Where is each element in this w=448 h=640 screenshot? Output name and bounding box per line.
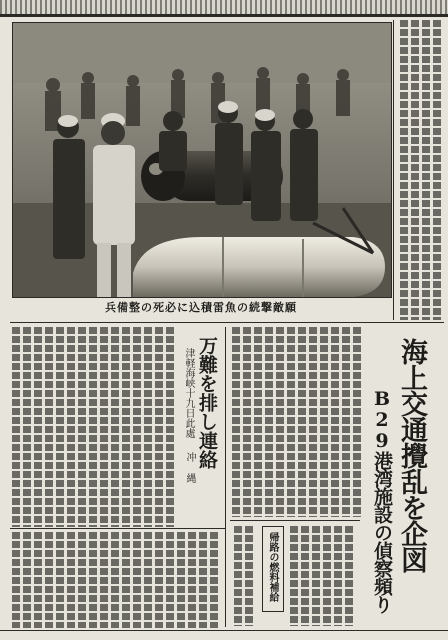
top-border: [0, 14, 448, 17]
news-photograph: [12, 22, 392, 298]
column-rule: [225, 327, 226, 627]
story-headline: 万難を排し連絡: [196, 336, 218, 469]
story-byline: 冲 縄: [184, 452, 195, 483]
small-box-headline: 帰路の燃料補給: [267, 532, 278, 602]
body-text-bottom-left: [10, 532, 222, 628]
section-rule: [10, 528, 225, 529]
main-headline: 海上交通攪乱を企図: [396, 338, 427, 572]
body-text-lower-left: [10, 327, 180, 527]
masthead-rule: [0, 0, 448, 14]
white-torpedo: [133, 237, 385, 297]
sub-headline: B29港湾施設の偵察頻り: [371, 388, 393, 613]
body-text-top-right: [398, 20, 444, 320]
body-text-middle: [230, 327, 362, 517]
torpedo-loading-scene: [13, 23, 391, 297]
section-rule: [10, 322, 444, 323]
story-dateline: 津軽海峡十九日此處: [183, 348, 194, 438]
body-text-bottom-right: [288, 526, 362, 626]
bottom-rule: [0, 630, 448, 631]
body-text-bottom-mid: [232, 526, 260, 626]
column-rule: [393, 20, 394, 320]
photo-caption: 兵備整の死必に込積雷魚の続撃敵願: [105, 301, 297, 314]
section-rule: [230, 520, 360, 521]
